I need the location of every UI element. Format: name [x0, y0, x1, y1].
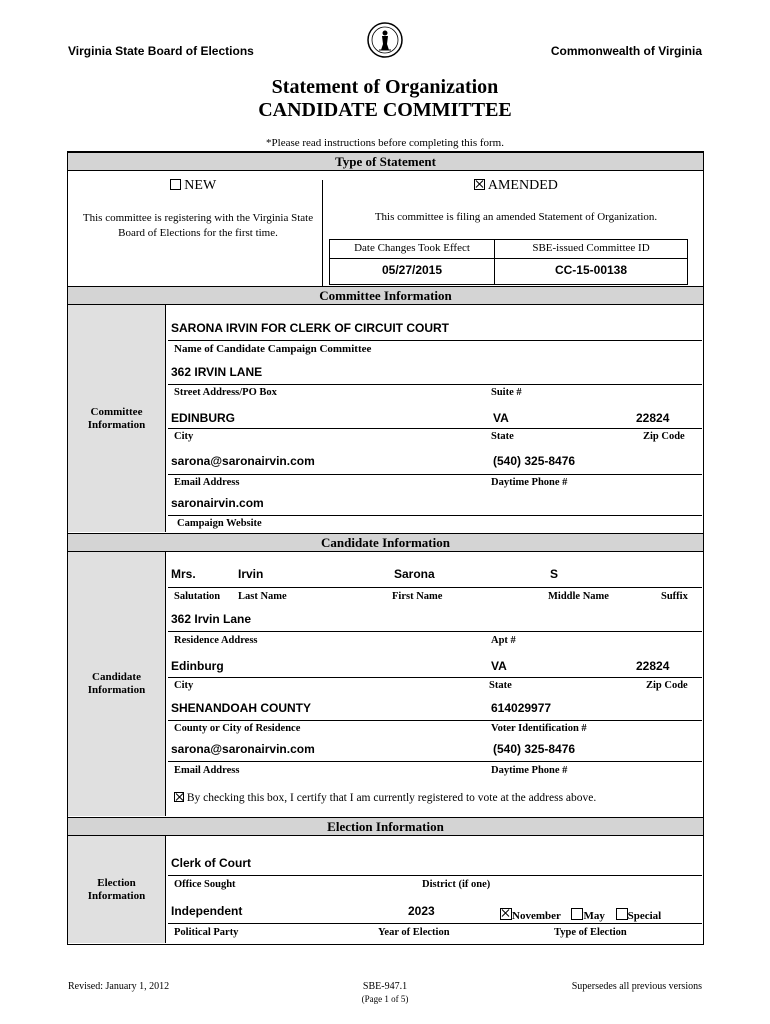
suffix-label: Suffix	[661, 591, 688, 602]
committee-zip: 22824	[636, 411, 670, 425]
salutation-label: Salutation	[174, 591, 221, 602]
candidate-salutation: Mrs.	[171, 567, 196, 581]
header-right: Commonwealth of Virginia	[550, 44, 702, 58]
last-name-label: Last Name	[238, 591, 287, 602]
county-label: County or City of Residence	[174, 723, 301, 734]
candidate-first-name: Sarona	[394, 567, 435, 581]
candidate-info-heading: Candidate Information	[68, 533, 703, 552]
form-title: Statement of Organization	[271, 76, 499, 98]
email-label: Email Address	[174, 477, 240, 488]
november-option[interactable]: November	[500, 910, 561, 922]
committee-name: SARONA IRVIN FOR CLERK OF CIRCUIT COURT	[171, 321, 449, 335]
committee-phone: (540) 325-8476	[493, 454, 576, 468]
date-changes-value: 05/27/2015	[381, 263, 443, 277]
committee-id-header: SBE-issued Committee ID	[532, 242, 650, 254]
footer-form-id: SBE-947.1	[362, 981, 408, 992]
year-label: Year of Election	[378, 927, 450, 938]
new-label: NEW	[184, 178, 217, 193]
committee-side-label: Committee Information	[68, 305, 165, 532]
new-description: This committee is registering with the Virginia State Board of Elections for the first time.	[82, 212, 314, 239]
committee-info-heading: Committee Information	[68, 286, 703, 305]
candidate-phone: (540) 325-8476	[493, 742, 576, 756]
committee-state: VA	[493, 411, 509, 425]
amended-checkbox[interactable]	[474, 179, 485, 190]
special-option[interactable]: Special	[616, 910, 662, 922]
candidate-email: sarona@saronairvin.com	[171, 742, 315, 756]
candidate-zip: 22824	[636, 659, 670, 673]
type-of-statement-heading: Type of Statement	[68, 152, 703, 171]
form-subtitle: CANDIDATE COMMITTEE	[258, 99, 512, 121]
candidate-email-label: Email Address	[174, 765, 240, 776]
suite-label: Suite #	[491, 387, 522, 398]
committee-name-label: Name of Candidate Campaign Committee	[174, 343, 372, 355]
political-party: Independent	[171, 904, 243, 918]
apt-label: Apt #	[491, 635, 516, 646]
candidate-side-label: Candidate Information	[68, 552, 165, 816]
footer-supersedes: Supersedes all previous versions	[571, 981, 702, 992]
website-label: Campaign Website	[177, 518, 262, 529]
committee-website: saronairvin.com	[171, 496, 264, 510]
party-label: Political Party	[174, 927, 239, 938]
new-checkbox[interactable]	[170, 179, 181, 190]
amended-label: AMENDED	[487, 178, 558, 193]
amended-option[interactable]	[330, 178, 702, 194]
candidate-city: Edinburg	[171, 659, 224, 673]
district-label: District (if one)	[422, 879, 491, 890]
certify-option[interactable]	[174, 792, 596, 804]
residence-label: Residence Address	[174, 635, 258, 646]
state-label: State	[491, 431, 514, 442]
office-sought: Clerk of Court	[171, 856, 252, 870]
candidate-voter-id: 614029977	[491, 701, 552, 715]
phone-label: Daytime Phone #	[491, 477, 568, 488]
amended-description: This committee is filing an amended Statement of Organization.	[374, 211, 658, 223]
election-year: 2023	[408, 904, 435, 918]
city-label: City	[174, 431, 194, 442]
footer-revised: Revised: January 1, 2012	[68, 981, 170, 992]
first-name-label: First Name	[392, 591, 443, 602]
committee-city: EDINBURG	[171, 411, 236, 425]
zip-label: Zip Code	[643, 431, 685, 442]
office-label: Office Sought	[174, 879, 236, 890]
new-option[interactable]	[68, 178, 318, 194]
candidate-phone-label: Daytime Phone #	[491, 765, 568, 776]
candidate-state: VA	[491, 659, 507, 673]
street-label: Street Address/PO Box	[174, 387, 277, 398]
committee-street: 362 IRVIN LANE	[171, 365, 263, 379]
amended-details-table	[329, 239, 688, 285]
election-info-heading: Election Information	[68, 817, 703, 836]
type-divider	[322, 180, 323, 286]
special-checkbox[interactable]	[616, 908, 628, 920]
committee-id-value: CC-15-00138	[554, 263, 628, 277]
candidate-residence: 362 Irvin Lane	[171, 612, 252, 626]
candidate-last-name: Irvin	[238, 567, 264, 581]
middle-name-label: Middle Name	[548, 591, 609, 602]
election-type-options	[500, 908, 661, 922]
may-checkbox[interactable]	[571, 908, 583, 920]
certify-text: By checking this box, I certify that I am currently registered to vote at the address above.	[186, 792, 597, 804]
election-side-label: Election Information	[68, 836, 165, 943]
committee-email: sarona@saronairvin.com	[171, 454, 315, 468]
footer-page: (Page 1 of 5)	[361, 994, 409, 1004]
date-changes-header: Date Changes Took Effect	[354, 242, 470, 254]
election-type-label: Type of Election	[554, 927, 627, 938]
candidate-county: SHENANDOAH COUNTY	[171, 701, 312, 715]
voter-id-label: Voter Identification #	[491, 723, 587, 734]
instructions-note: *Please read instructions before completing this form.	[266, 137, 504, 149]
virginia-seal-icon	[367, 22, 403, 58]
november-checkbox[interactable]	[500, 908, 512, 920]
candidate-city-label: City	[174, 680, 194, 691]
candidate-middle-name: S	[550, 567, 559, 581]
certify-checkbox[interactable]	[174, 792, 184, 802]
header-left: Virginia State Board of Elections	[68, 44, 254, 58]
may-option[interactable]: May	[571, 910, 604, 922]
candidate-zip-label: Zip Code	[646, 680, 688, 691]
candidate-state-label: State	[489, 680, 512, 691]
